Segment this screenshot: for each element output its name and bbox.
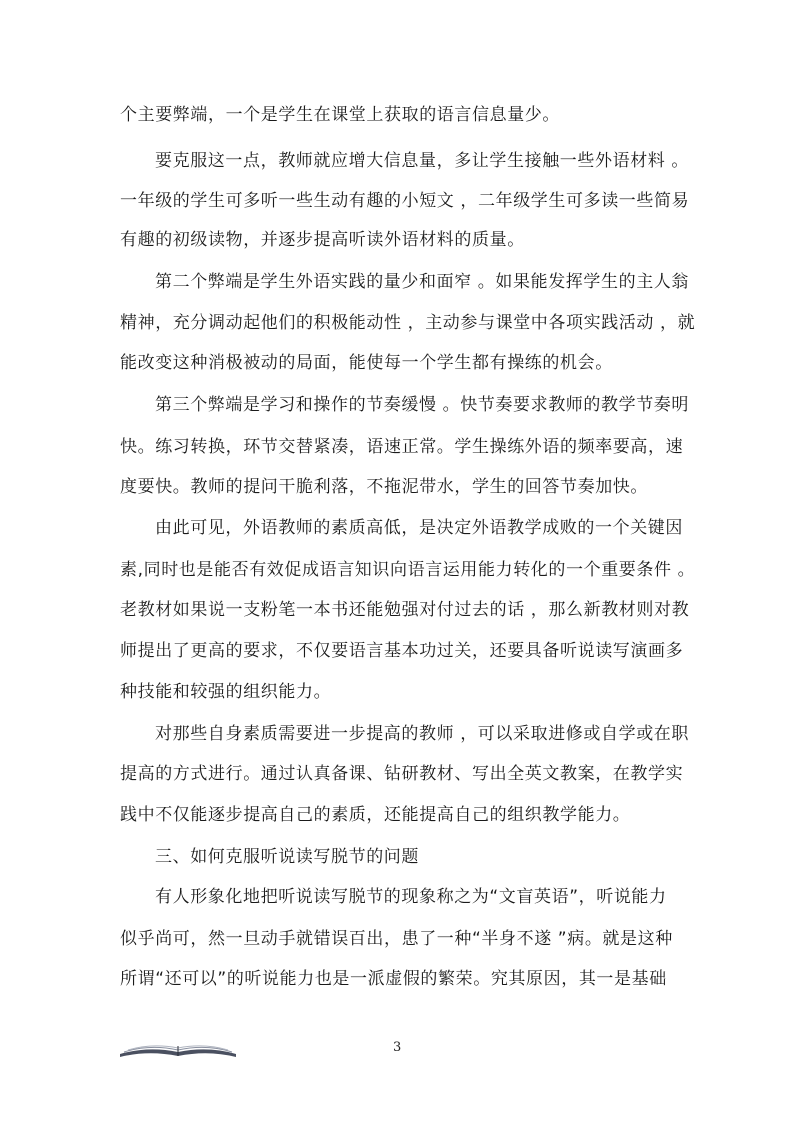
text-line: 第三个弊端是学习和操作的节奏缓慢 。快节奏要求教师的教学节奏明 [155,395,690,415]
text-line: 师提出了更高的要求，不仅要语言基本功过关，还要具备听说读写演画多 [120,641,684,661]
text-line: 所谓“还可以”的听说能力也是一派虚假的繁荣。究其原因，其一是基础 [120,969,667,989]
text-line: 精神，充分调动起他们的积极能动性 ，主动参与课堂中各项实践活动 ，就 [120,313,696,333]
text-line: 对那些自身素质需要进一步提高的教师 ，可以采取进修或自学或在职 [155,724,690,744]
text-line: 个主要弊端，一个是学生在课堂上获取的语言信息量少。 [120,105,560,125]
text-line: 度要快。教师的提问干脆利落，不拖泥带水，学生的回答节奏加快。 [120,477,648,497]
text-line: 第二个弊端是学生外语实践的量少和面窄 。如果能发挥学生的主人翁 [155,272,690,292]
text-line: 快。练习转换，环节交替紧凑，语速正常。学生操练外语的频率要高，速 [120,437,684,457]
text-line: 能改变这种消极被动的局面，能使每一个学生都有操练的机会。 [120,353,613,373]
text-line: 践中不仅能逐步提高自己的素质，还能提高自己的组织教学能力。 [120,805,631,825]
text-line: 有趣的初级读物，并逐步提高听读外语材料的质量。 [120,230,525,250]
text-line: 由此可见，外语教师的素质高低，是决定外语教学成败的一个关键因 [155,518,683,538]
text-line: 有人形象化地把听说读写脱节的现象称之为“文盲英语”，听说能力 [155,887,667,907]
section-heading: 三、如何克服听说读写脱节的问题 [155,847,419,867]
page-number: 3 [393,1040,402,1055]
text-line: 提高的方式进行。通过认真备课、钻研教材、写出全英文教案，在教学实 [120,764,684,784]
text-line: 老教材如果说一支粉笔一本书还能勉强对付过去的话 ，那么新教材则对教 [120,600,690,620]
text-line: 种技能和较强的组织能力。 [120,682,332,702]
text-line: 要克服这一点，教师就应增大信息量，多让学生接触一些外语材料 。 [155,151,690,171]
open-book-icon [118,1040,238,1060]
text-line: 似乎尚可，然一旦动手就错误百出，患了一种“半身不遂 ”病。就是这种 [120,929,673,949]
text-line: 一年级的学生可多听一些生动有趣的小短文 ，二年级学生可多读一些简易 [120,191,690,211]
text-line: 素,同时也是能否有效促成语言知识向语言运用能力转化的一个重要条件 。 [120,560,696,580]
